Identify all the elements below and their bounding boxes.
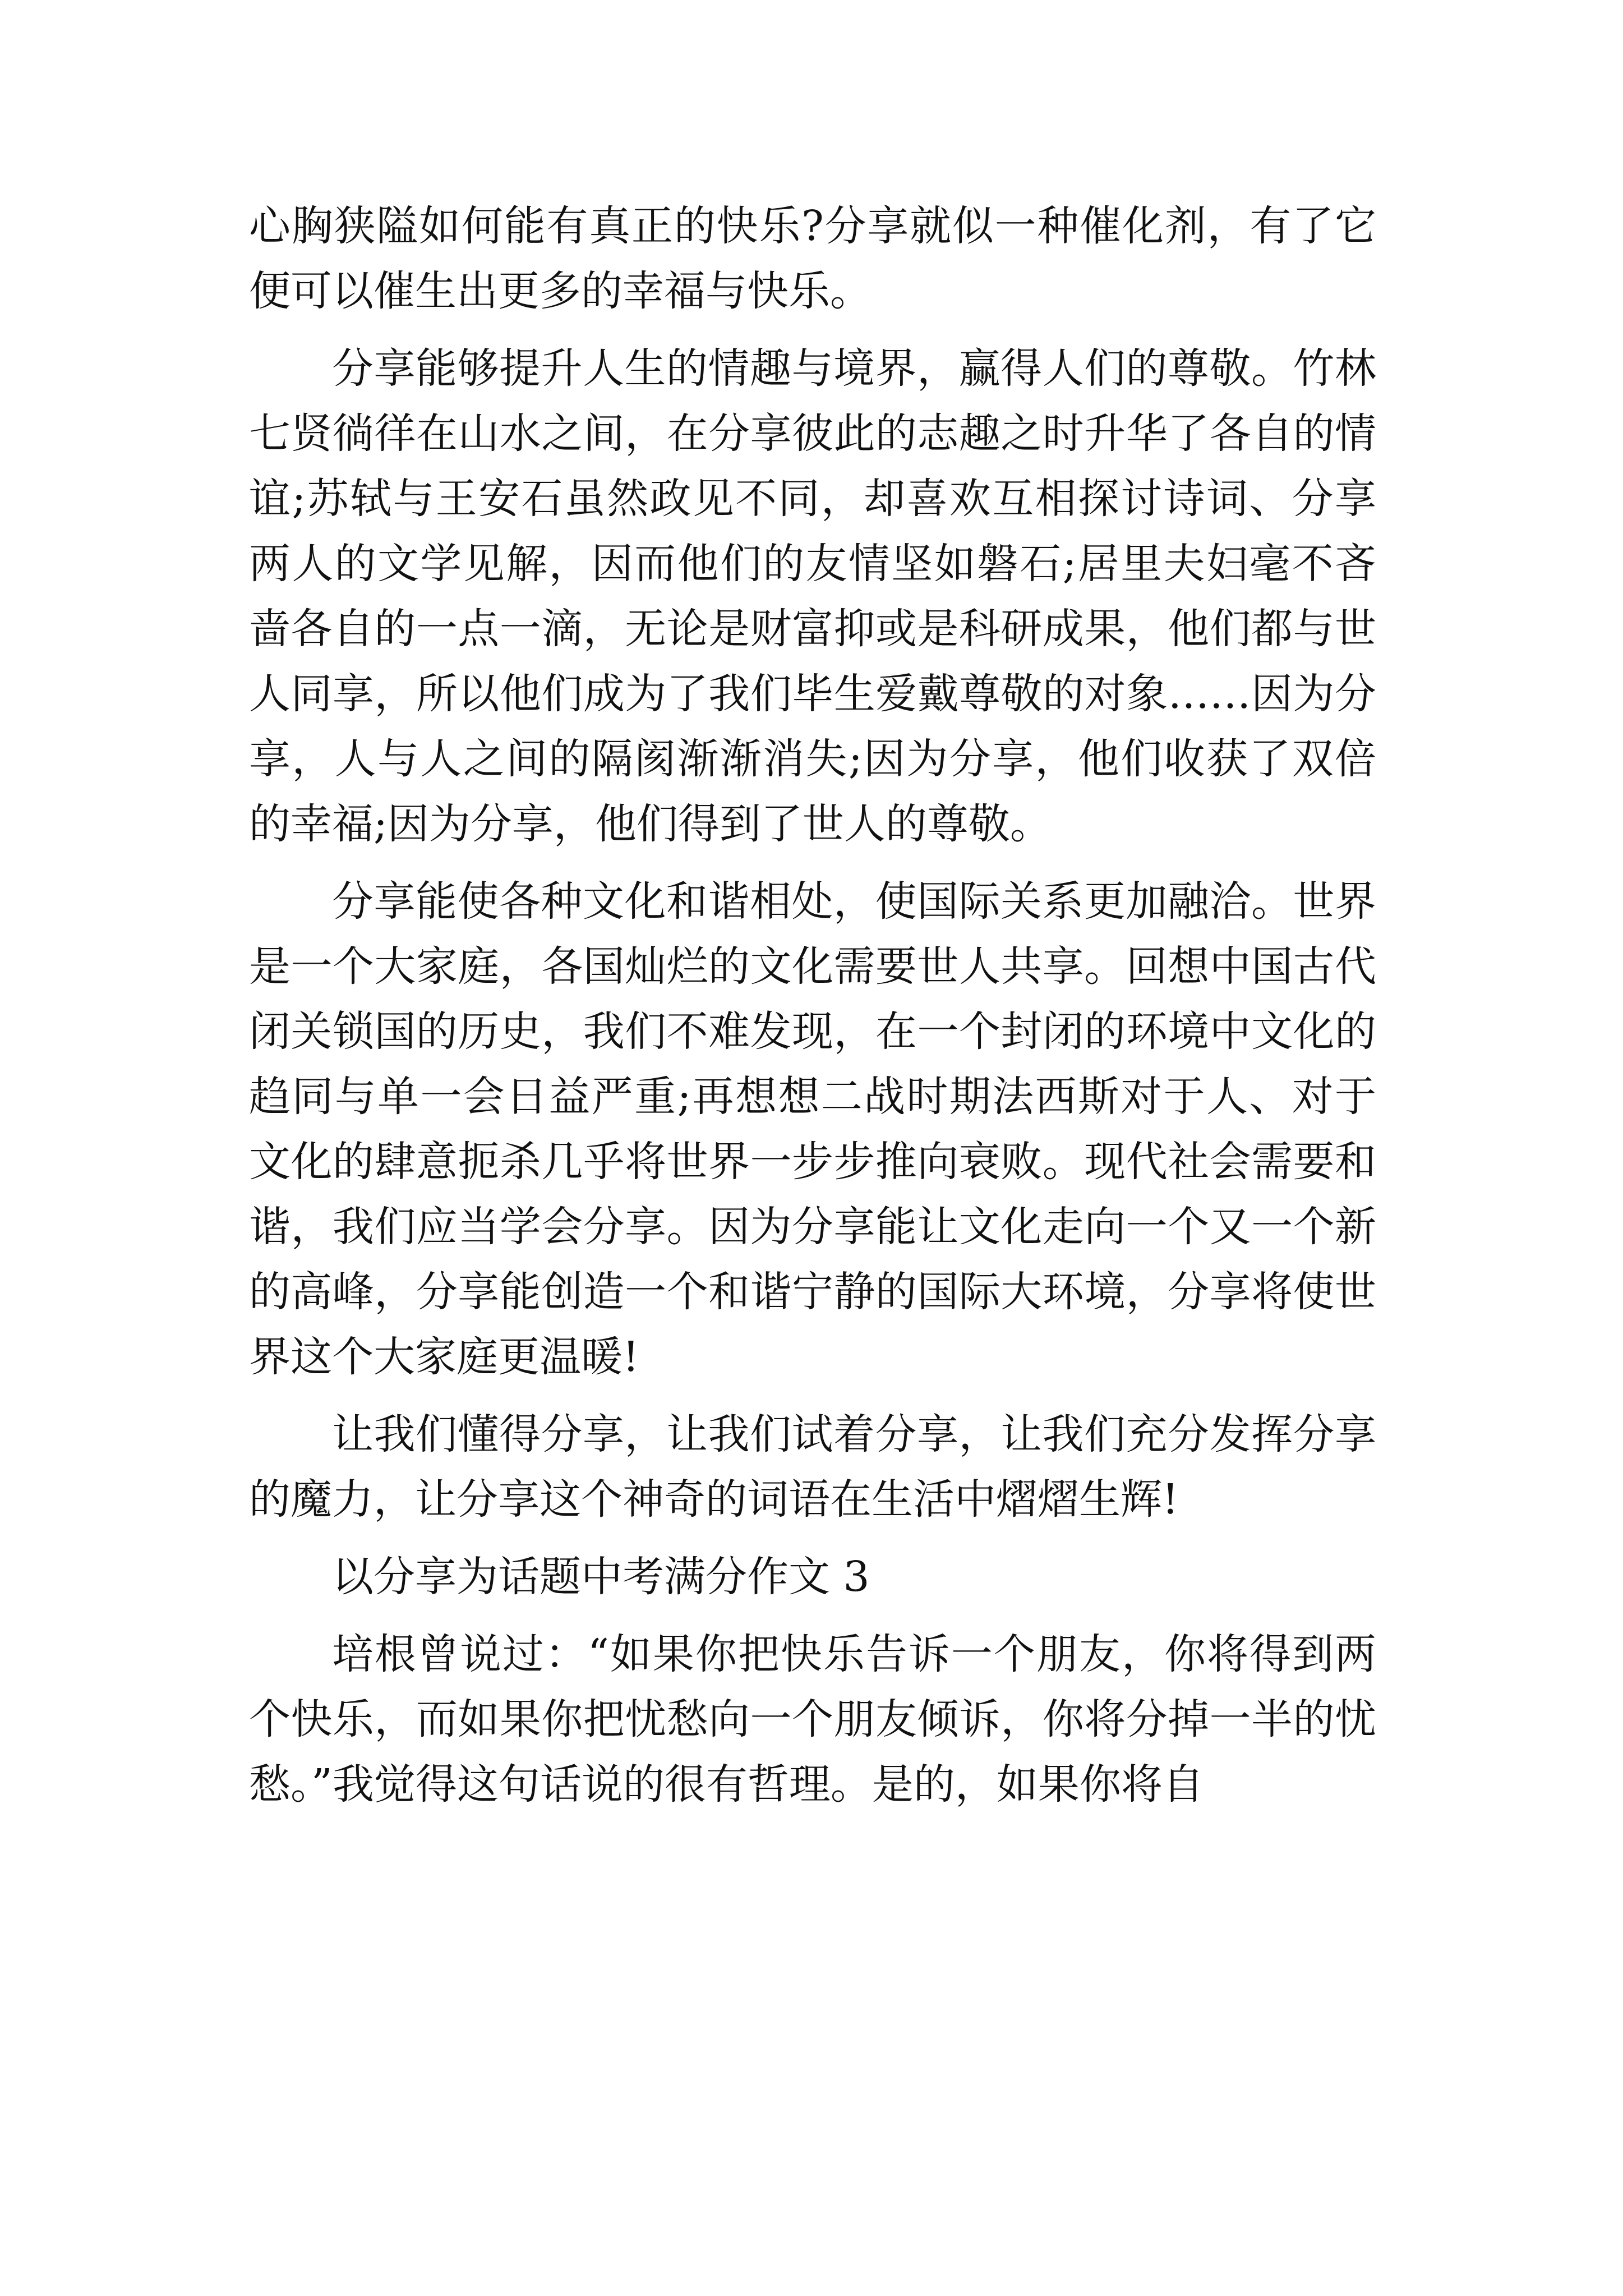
document-body (249, 194, 1376, 1829)
paragraph-sharing-culture: 分享能使各种文化和谐相处，使国际关系更加融洽。世界是一个大家庭，各国灿烂的文化需要世人共享。回想中国古代闭关锁国的历史，我们不难发现，在一个封闭的环境中文化的趋同与单一会日益严重;再想想二战时期法西斯对于人、对于文化的肆意扼杀几乎将世界一步步推向衰败。现代社会需要和谐，我们应当学会分享。因为分享能让文化走向一个又一个新的高峰，分享能创造一个和谐宁静的国际大环境，分享将使世界这个大家庭更温暖! (249, 877, 1376, 1381)
paragraph-continuation: 心胸狭隘如何能有真正的快乐?分享就似一种催化剂，有了它便可以催生出更多的幸福与快乐。 (249, 202, 1376, 315)
paragraph-bacon-quote: 培根曾说过：“如果你把快乐告诉一个朋友，你将得到两个快乐，而如果你把忧愁向一个朋友倾诉，你将分掉一半的忧愁。”我觉得这句话说的很有哲理。是的，如果你将自 (249, 1630, 1376, 1809)
paragraph-conclusion: 让我们懂得分享，让我们试着分享，让我们充分发挥分享的魔力，让分享这个神奇的词语在生活中熠熠生辉! (249, 1410, 1376, 1524)
essay-heading: 以分享为话题中考满分作文 3 (332, 1553, 870, 1601)
paragraph-sharing-respect: 分享能够提升人生的情趣与境界，赢得人们的尊敬。竹林七贤徜徉在山水之间，在分享彼此的志趣之时升华了各自的情谊;苏轼与王安石虽然政见不同，却喜欢互相探讨诗词、分享两人的文学见解，因而他们的友情坚如磐石;居里夫妇毫不吝啬各自的一点一滴，无论是财富抑或是科研成果，他们都与世人同享，所以他们成为了我们毕生爱戴尊敬的对象……因为分享，人与人之间的隔阂渐渐消失;因为分享，他们收获了双倍的幸福;因为分享，他们得到了世人的尊敬。 (249, 344, 1376, 848)
